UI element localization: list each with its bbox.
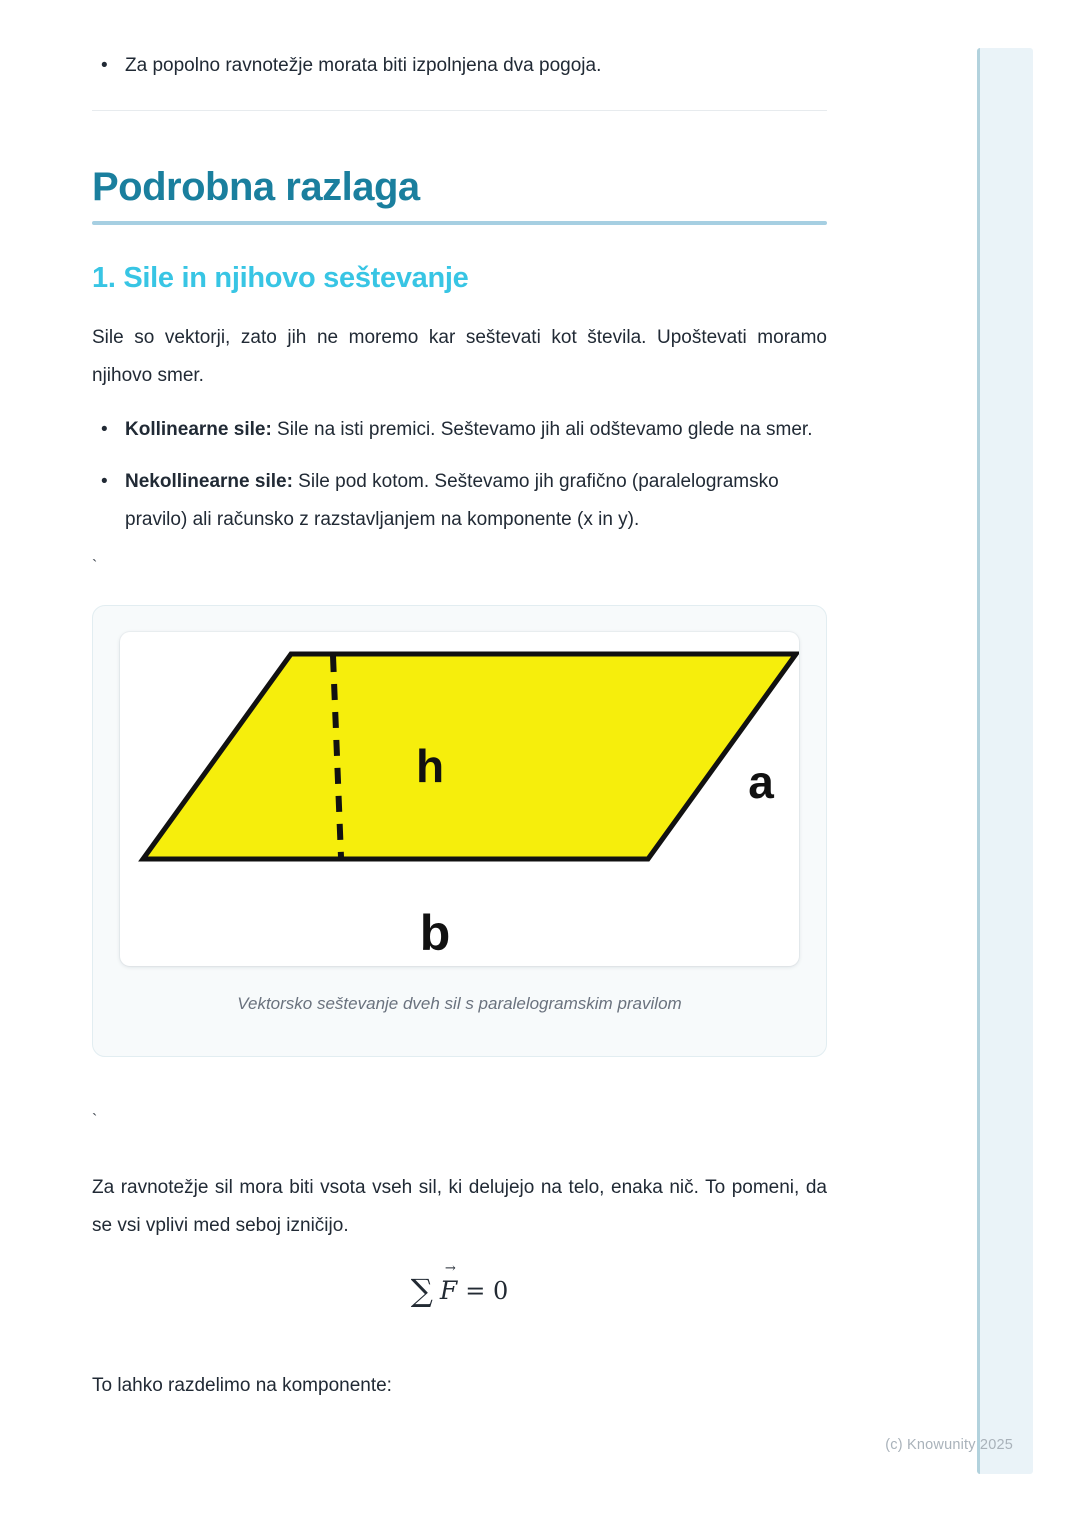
title-underline: [92, 221, 827, 225]
label-b: b: [419, 905, 451, 961]
sigma-symbol: ∑: [410, 1273, 433, 1309]
list-item: [92, 52, 827, 80]
list-item-lead: Kollinearne sile:: [125, 419, 272, 440]
parallelogram-figure: [120, 632, 799, 966]
stray-backtick: `: [92, 1112, 98, 1129]
paragraph-components: To lahko razdelimo na komponente:: [92, 1375, 392, 1396]
list-item-collinear: [92, 411, 827, 449]
label-a: a: [748, 756, 774, 808]
formula-sum-of-forces: [92, 1261, 827, 1317]
figure-card: [92, 605, 827, 1057]
list-item-noncollinear: [92, 463, 827, 539]
page-title: Podrobna razlaga: [92, 165, 420, 209]
paragraph-equilibrium: Za ravnotežje sil mora biti vsota vseh sil, ki delujejo na telo, enaka nič. To pomeni, da se vsi vplivi med seboj izničijo.: [92, 1177, 827, 1236]
list-item-lead: Nekollinearne sile:: [125, 471, 293, 492]
formula-rhs: = 0: [465, 1277, 509, 1305]
parallelogram-shape: [143, 654, 796, 859]
list-item-text: Sile pod kotom. Seštevamo jih grafično (paralelogramsko pravilo) ali računsko z razstavljanjem na komponente (x in y).: [125, 471, 779, 530]
intro-bullet-text: Za popolno ravnotežje morata biti izpolnjena dva pogoja.: [125, 55, 602, 76]
forces-types-list: [92, 411, 827, 539]
paragraph-forces-intro: Sile so vektorji, zato jih ne moremo kar seštevati kot števila. Upoštevati moramo njihovo smer.: [92, 327, 827, 386]
right-accent-bar: [977, 48, 1033, 1474]
section-divider: [92, 110, 827, 111]
section-heading: 1. Sile in njihovo seštevanje: [92, 262, 469, 294]
intro-bullet-list: [92, 52, 827, 80]
document-page: [92, 0, 827, 1405]
vector-arrow-icon: →: [444, 1261, 455, 1276]
footer-credit: (c) Knowunity 2025: [885, 1437, 1013, 1453]
parallelogram-diagram: [120, 632, 799, 966]
list-item-text: Sile na isti premici. Seštevamo jih ali odštevamo glede na smer.: [271, 419, 813, 440]
figure-caption: Vektorsko seštevanje dveh sil s paralelogramskim pravilom: [237, 994, 682, 1013]
force-symbol: F: [439, 1276, 458, 1305]
stray-backtick: `: [92, 558, 98, 575]
label-h: h: [415, 740, 445, 792]
